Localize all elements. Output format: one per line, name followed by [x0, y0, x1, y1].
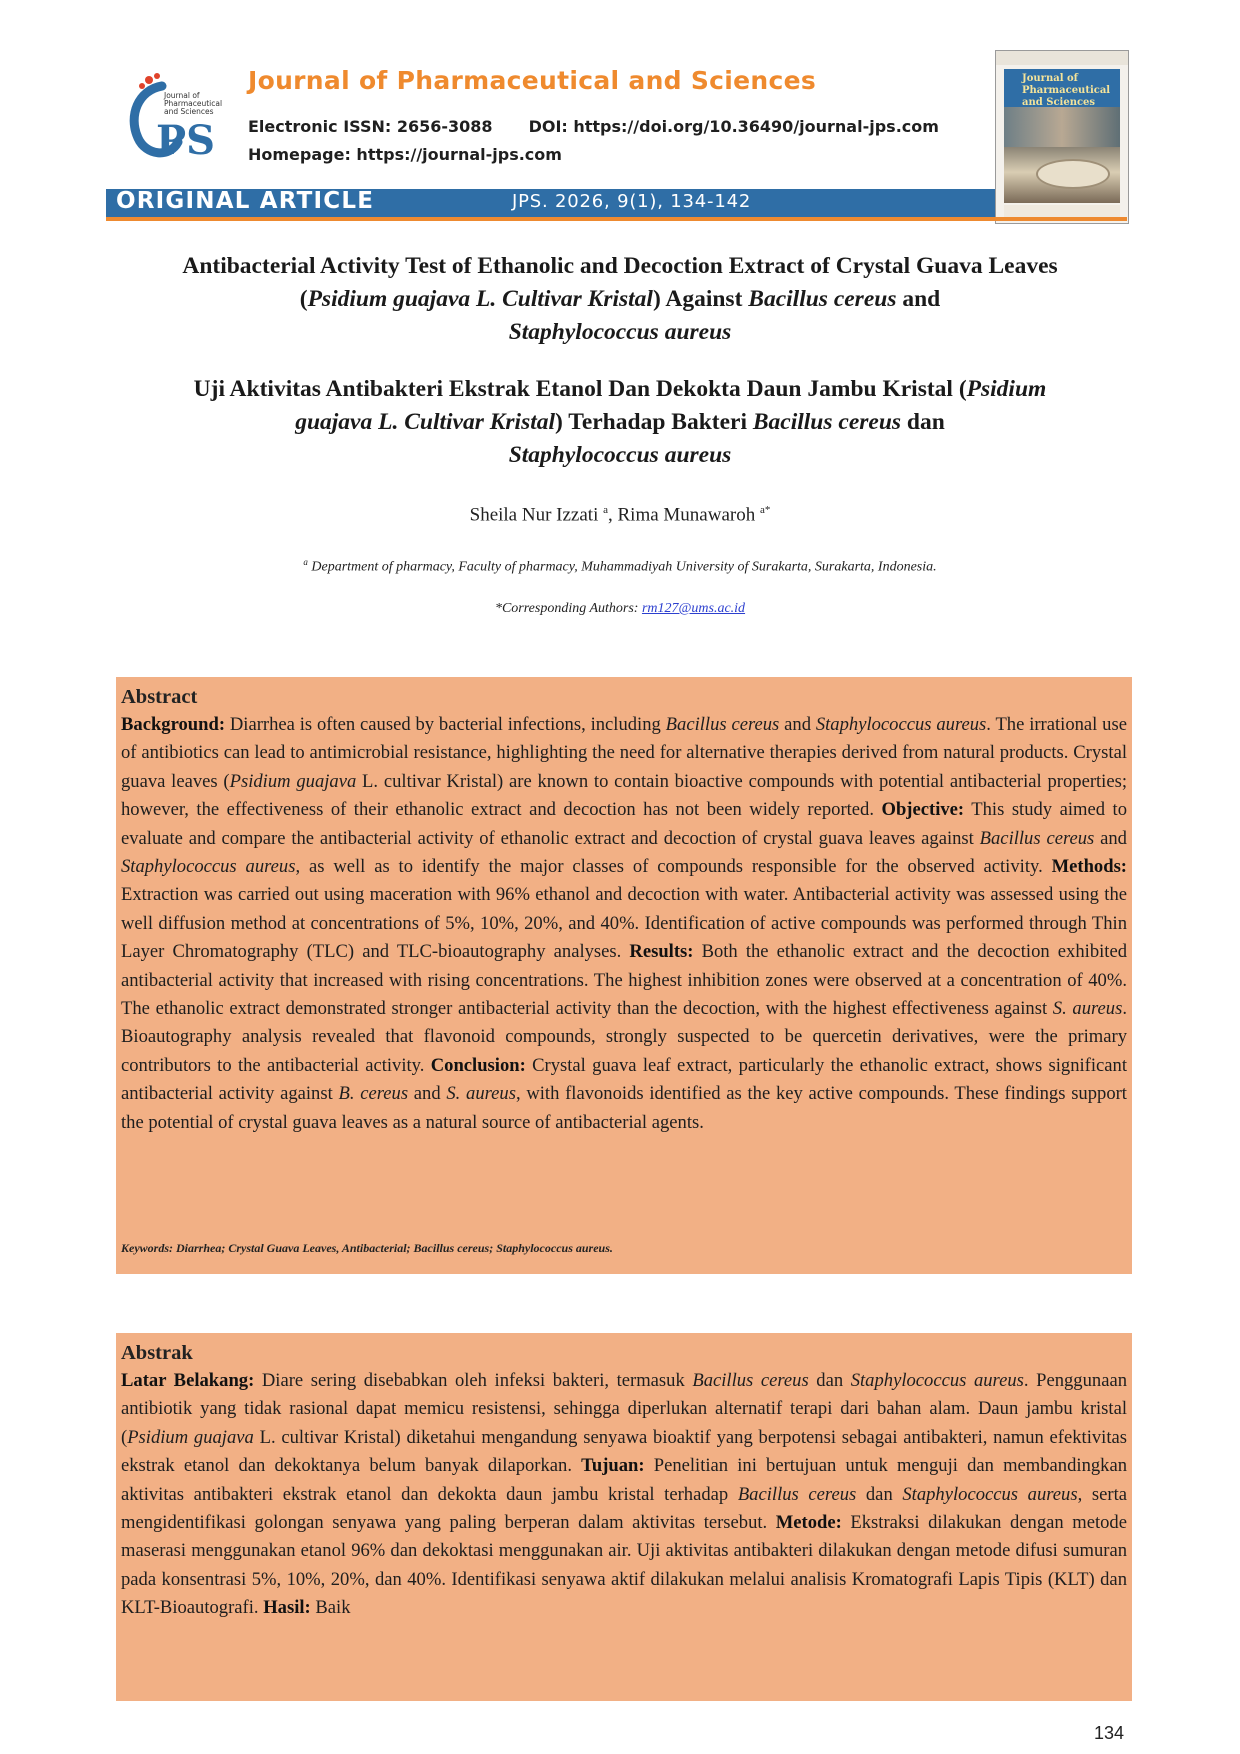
title-english: Antibacterial Activity Test of Ethanolic and Decoction Extract of Crystal Guava Leaves (Psidium guajava L. Cultivar Kristal) Against Bacillus cereus and Staphylococcus aureus: [182, 253, 1058, 345]
title-indonesian: Uji Aktivitas Antibakteri Ekstrak Etanol Dan Dekokta Daun Jambu Kristal (Psidium guajava L. Cultivar Kristal) Terhadap Bakteri Bacillus cereus dan Staphylococcus aureus: [193, 376, 1047, 468]
banner-underline: [106, 217, 1127, 221]
journal-title: Journal of Pharmaceutical and Sciences: [248, 66, 817, 95]
author-list: Sheila Nur Izzati $^a$, Rima Munawaroh $^{a*}$: [469, 504, 771, 526]
journal-logo: [122, 72, 240, 164]
abstract-indonesian-box: [116, 1333, 1132, 1701]
logo-ps-text: PS: [156, 117, 215, 164]
abstract-body: Background: Diarrhea is often caused by bacterial infections, including Bacillus cereus and Staphylococcus aureus. The irrational use of antibiotics can lead to antimicrobial resistance, highlighting the need for alternative therapies derived from natural products. Crystal guava leaves (Psidium guajava L. cultivar Kristal) are known to contain bioactive compounds with potential antibacterial properties; however, the effectiveness of their ethanolic extract and decoction has not been widely reported. Objective: This study aimed to evaluate and compare the antibacterial activity of ethanolic extract and decoction of crystal guava leaves against Bacillus cereus and Staphylococcus aureus, as well as to identify the major classes of compounds responsible for the observed activity. Methods: Extraction was carried out using maceration with 96% ethanol and decoction with water. Antibacterial activity was assessed using the well diffusion method at concentrations of 5%, 10%, 20%, and 40%. Identification of active compounds was performed through Thin Layer Chromatography (TLC) and TLC-bioautography analyses. Results: Both the ethanolic extract and the decoction exhibited antibacterial activity that increased with rising concentrations. The highest inhibition zones were observed at a concentration of 40%. The ethanolic extract demonstrated stronger antibacterial activity than the decoction, with the highest effectiveness against S. aureus. Bioautography analysis revealed that flavonoid compounds, strongly suspected to be quercetin derivatives, were the primary contributors to the antibacterial activity. Conclusion: Crystal guava leaf extract, particularly the ethanolic extract, shows significant antibacterial activity against B. cereus and S. aureus, with flavonoids identified as the key active compounds. These findings support the potential of crystal guava leaves as a natural source of antibacterial agents.: [121, 714, 1127, 1133]
keywords: Keywords: Diarrhea; Crystal Guava Leaves, Antibacterial; Bacillus cereus; Staphylococcus aureus.: [121, 1241, 613, 1255]
affiliation: $^a$ Department of pharmacy, Faculty of pharmacy, Muhammadiyah University of Surakarta, Surakarta, Indonesia.: [303, 557, 937, 575]
journal-identifiers: [248, 117, 939, 136]
email-link[interactable]: rm127@ums.ac.id: [641, 601, 746, 616]
journal-cover-image: [995, 50, 1129, 224]
article-type-label: ORIGINAL ARTICLE: [116, 188, 375, 214]
page-number: 134: [1094, 1723, 1125, 1743]
abstrak-heading: Abstrak: [121, 1342, 193, 1364]
eissn: Electronic ISSN: 2656-3088: [248, 117, 493, 136]
doi-link[interactable]: DOI: https://doi.org/10.36490/journal-jps.com: [528, 117, 939, 136]
article-citation: JPS. 2026, 9(1), 134-142: [512, 191, 752, 212]
cover-title: Journal of Pharmaceutical and Sciences: [1022, 73, 1111, 108]
logo-small-text: Journal of Pharmaceutical and Sciences: [164, 91, 223, 116]
abstrak-body: Latar Belakang: Diare sering disebabkan oleh infeksi bakteri, termasuk Bacillus cereus dan Staphylococcus aureus. Penggunaan antibiotik yang tidak rasional dapat memicu resistensi, sehingga diperlukan alternatif terapi dari bahan alam. Daun jambu kristal (Psidium guajava L. cultivar Kristal) diketahui mengandung senyawa bioaktif yang berpotensi sebagai antibakteri, namun efektivitas ekstrak etanol dan dekoktanya belum banyak dilaporkan. Tujuan: Penelitian ini bertujuan untuk menguji dan membandingkan aktivitas antibakteri ekstrak etanol dan dekokta daun jambu kristal terhadap Bacillus cereus dan Staphylococcus aureus, serta mengidentifikasi golongan senyawa yang paling berperan dalam aktivitas tersebut. Metode: Ekstraksi dilakukan dengan metode maserasi menggunakan etanol 96% dan dekoktasi menggunakan air. Uji aktivitas antibakteri dilakukan dengan metode difusi sumuran pada konsentrasi 5%, 10%, 20%, dan 40%. Identifikasi senyawa aktif dilakukan melalui analisis Kromatografi Lapis Tipis (KLT) dan KLT-Bioautografi. Hasil: Baik: [121, 1370, 1128, 1619]
corresponding-author: *Corresponding Authors: rm127@ums.ac.id: [494, 601, 746, 616]
abstract-english-box: [116, 677, 1132, 1274]
abstract-heading: Abstract: [121, 686, 198, 708]
homepage-link[interactable]: Homepage: https://journal-jps.com: [248, 145, 562, 164]
